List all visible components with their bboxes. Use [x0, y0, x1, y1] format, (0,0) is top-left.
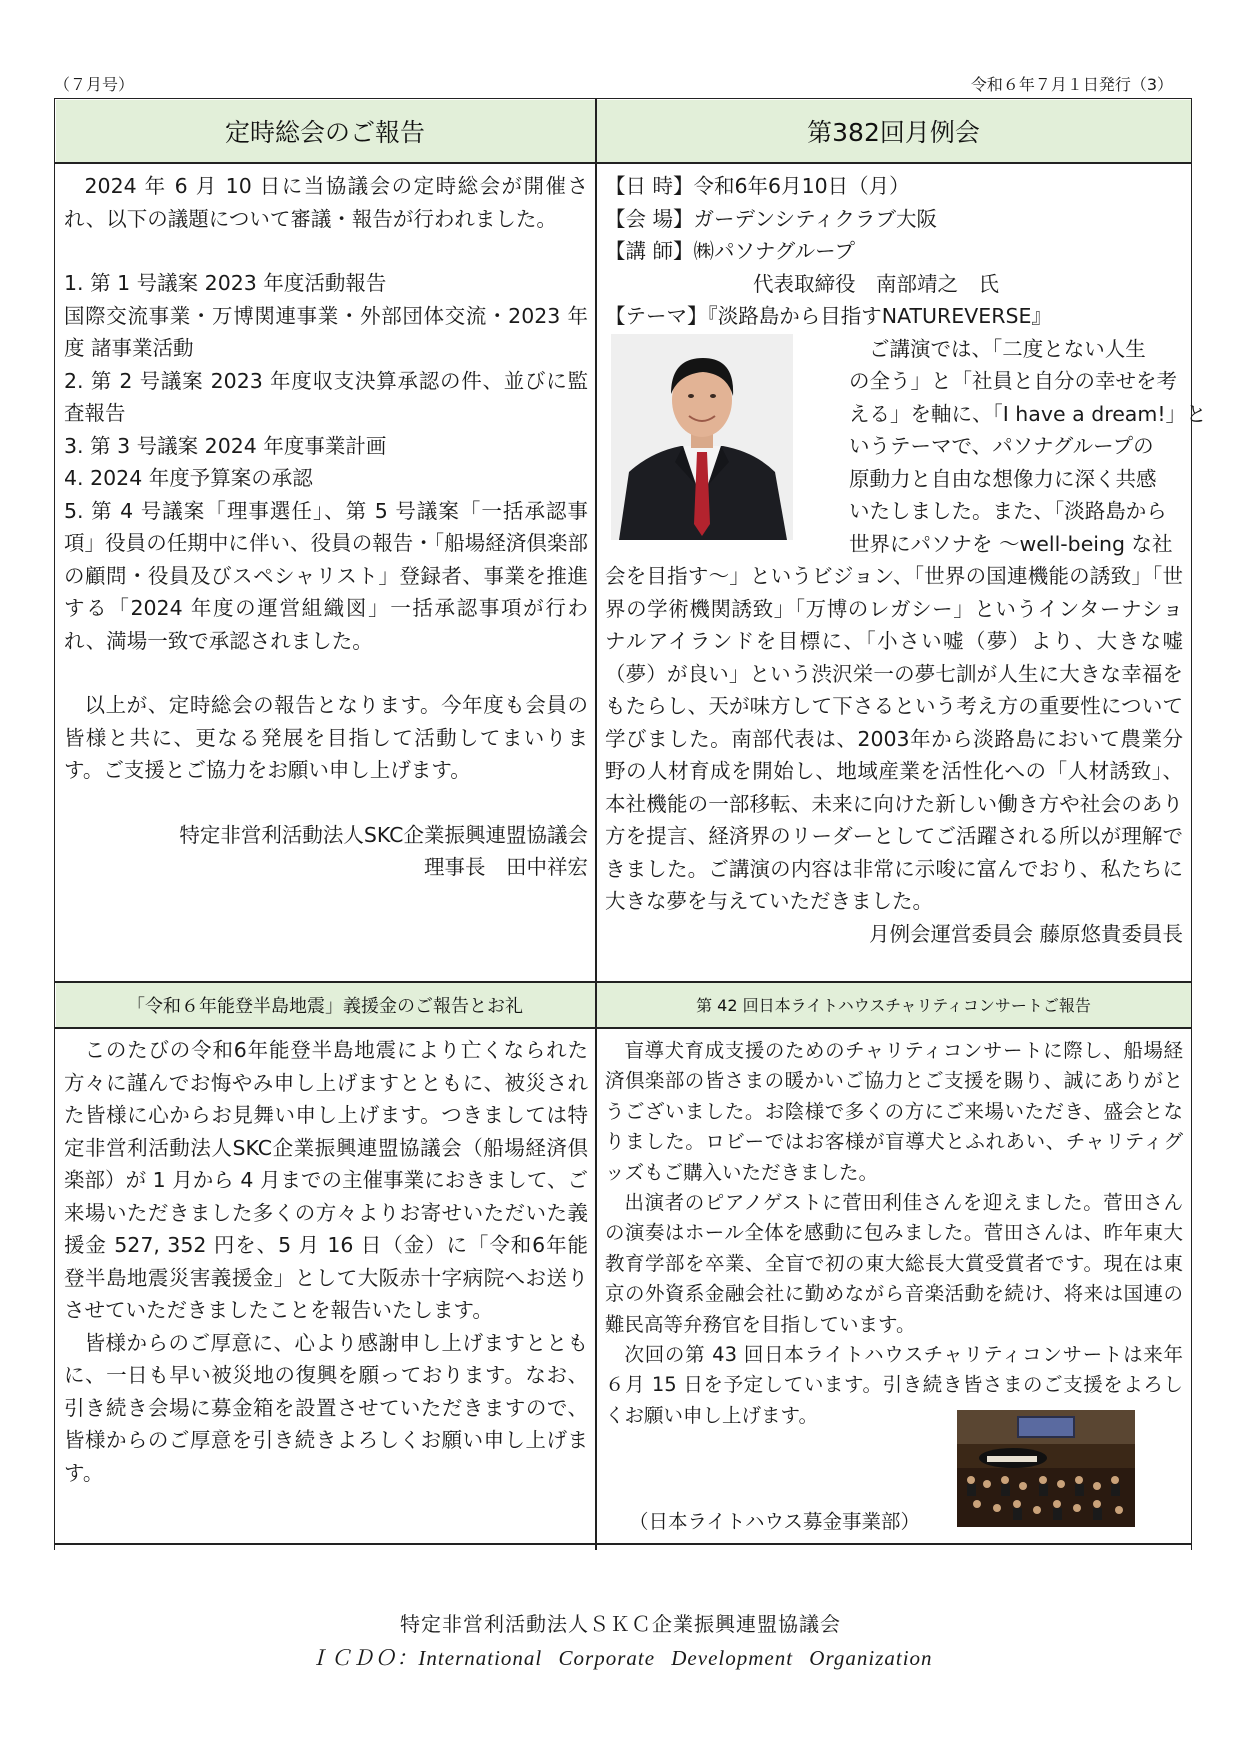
sec1-body [64, 170, 588, 884]
sec3-title: 「令和６年能登半島地震」義援金のご報告とお礼 [56, 983, 595, 1027]
sec2-side-line: ご講演では、「二度とない人生 [869, 336, 1146, 361]
sec1-item5: 5. 第 4 号議案「理事選任」、第 5 号議案「一括承認事項」役員の任期中に伴い、役員の報告・「船場経済倶楽部の顧問・役員及びスペシャリスト」登録者、事業を推進する「2024 年度の運営組織図」一括承認事項が行われ、満場一致で承認されました。 [64, 498, 588, 653]
sec2-side-line: いうテーマで、パソナグループの [849, 434, 1154, 458]
sec4-signature: （日本ライトハウス募金事業部） [629, 1510, 920, 1533]
sec2-body [605, 170, 1207, 950]
sec1-intro: 2024 年 6 月 10 日に当協議会の定時総会が開催され、以下の議題について審議・報告が行われました。 [64, 174, 588, 231]
sec2-side-line: 原動力と自由な想像力に深く共感 [849, 466, 1157, 491]
sec1-item3: 3. 第 3 号議案 2024 年度事業計画 [64, 433, 387, 458]
sec2-rest: 会を目指す～」というビジョン、「世界の国連機能の誘致」「世界の学術機関誘致」「万博のレガシー」というインターナショナルアイランドを目標に、「小さい嘘（夢）より、大きな嘘（夢）が良い」という渋沢栄一の夢七訓が人生に大きな幸福をもたらし、天が味方して下さるという考え方の重要性について学びました。南部代表は、2003年から淡路島において農業分野の人材育成を開始し、地域産業を活性化への「人材誘致」、本社機能の一部移転、未来に向けた新しい働き方や社会のあり方を提言、経済界のリーダーとしてご活躍される所以が理解できました。ご講演の内容は非常に示唆に富んでおり、私たちに大きな夢を与えていただきました。 [605, 564, 1183, 913]
sec4-para1: 盲導犬育成支援のためのチャリティコンサートに際し、船場経済倶楽部の皆さまの暖かいご協力とご支援を賜り、誠にありがとうございました。お陰様で多くの方にご来場いただき、盛会となりました。ロビーではお客様が盲導犬とふれあい、チャリティグッズもご購入いただきました。 [605, 1039, 1183, 1184]
sec1-item2: 2. 第 2 号議案 2023 年度収支決算承認の件、並びに監査報告 [64, 368, 588, 425]
sec1-item1: 1. 第 1 号議案 2023 年度活動報告 [64, 271, 387, 295]
issue-label: （７月号） [54, 75, 135, 94]
sec1-item4: 4. 2024 年度予算案の承認 [64, 466, 313, 490]
speaker-photo [611, 334, 793, 540]
sec2-side-line: える」を軸に、「I have a dream!」と [849, 401, 1207, 426]
sec3-body [64, 1034, 588, 1489]
sec2-date: 【日 時】令和6年6月10日（月） [605, 174, 910, 198]
newsletter-grid [54, 98, 1207, 1550]
issue-date: 令和６年７月１日発行（3） [970, 75, 1173, 94]
sec2-signature: 月例会運営委員会 藤原悠貴委員長 [868, 921, 1183, 946]
sec2-side-line: いたしました。また、「淡路島から [849, 499, 1167, 523]
sec2-venue: 【会 場】ガーデンシティクラブ大阪 [605, 206, 937, 231]
concert-photo [957, 1410, 1135, 1527]
sec1-closing: 以上が、定時総会の報告となります。今年度も会員の皆様と共に、更なる発展を目指して活動してまいります。ご支援とご協力をお願い申し上げます。 [64, 693, 588, 782]
sec1-title: 定時総会のご報告 [56, 100, 595, 162]
sec2-title: 第382回月例会 [597, 100, 1191, 162]
sec3-para2: 皆様からのご厚意に、心より感謝申し上げますとともに、一日も早い被災地の復興を願っております。なお、引き続き会場に募金箱を設置させていただきますので、皆様からのご厚意を引き続きよろしくお願い申し上げます。 [64, 1330, 588, 1485]
footer-org: 特定非営利活動法人ＳＫＣ企業振興連盟協議会 [400, 1612, 841, 1636]
concert-image [957, 1410, 1135, 1527]
sec2-side-line: の全う」と「社員と自分の幸せを考 [849, 369, 1177, 393]
sec2-theme: 【テーマ】『淡路島から目指すNATUREVERSE』 [605, 304, 1052, 328]
footer-english: ＩＣＤＯ：International Corporate Development Organization [308, 1646, 933, 1670]
sec4-para2: 出演者のピアノゲストに菅田利佳さんを迎えました。菅田さんの演奏はホール全体を感動に包みました。菅田さんは、昨年東大教育学部を卒業、全盲で初の東大総長大賞受賞者です。現在は東京の外資系金融会社に勤めながら音楽活動を続け、将来は国連の難民高等弁務官を目指しています。 [605, 1191, 1183, 1336]
sec1-signature-org: 特定非営利活動法人SKC企業振興連盟協議会 [179, 822, 588, 847]
sec2-speaker-title: 代表取締役 南部靖之 氏 [753, 271, 999, 296]
sec4-para3: 次回の第 43 回日本ライトハウスチャリティコンサートは来年６月 15 日を予定しています。引き続き皆さまのご支援をよろしくお願い申し上げます。 [605, 1343, 1183, 1427]
speaker-portrait-image [611, 334, 793, 540]
sec2-side-line: 世界にパソナを ～well-being な社 [849, 531, 1173, 556]
divider-bottom-head [54, 1027, 1192, 1029]
divider-top-head [54, 162, 1192, 164]
sec2-speaker: 【講 師】㈱パソナグループ [605, 239, 856, 263]
column-divider [595, 98, 597, 1550]
sec4-body [605, 1036, 1183, 1431]
sec1-item1-detail: 国際交流事業・万博関連事業・外部団体交流・2023 年度 諸事業活動 [64, 303, 588, 360]
sec1-signature-name: 理事長 田中祥宏 [424, 855, 588, 879]
divider-bottom [54, 1543, 1192, 1545]
sec3-para1: このたびの令和6年能登半島地震により亡くなられた方々に謹んでお悔やみ申し上げますとともに、被災された皆様に心からお見舞い申し上げます。つきましては特定非営利活動法人SKC企業振興連盟協議会（船場経済倶楽部）が 1 月から 4 月までの主催事業におきまして、ご来場いただきました多くの方々よりお寄せいただいた義援金 527, 352 円を、5 月 16 日（金）に「令和6年能登半島地震災害義援金」として大阪赤十字病院へお送りさせていただきましたことを報告いたします。 [64, 1038, 588, 1322]
sec4-title: 第 42 回日本ライトハウスチャリティコンサートご報告 [597, 983, 1191, 1027]
